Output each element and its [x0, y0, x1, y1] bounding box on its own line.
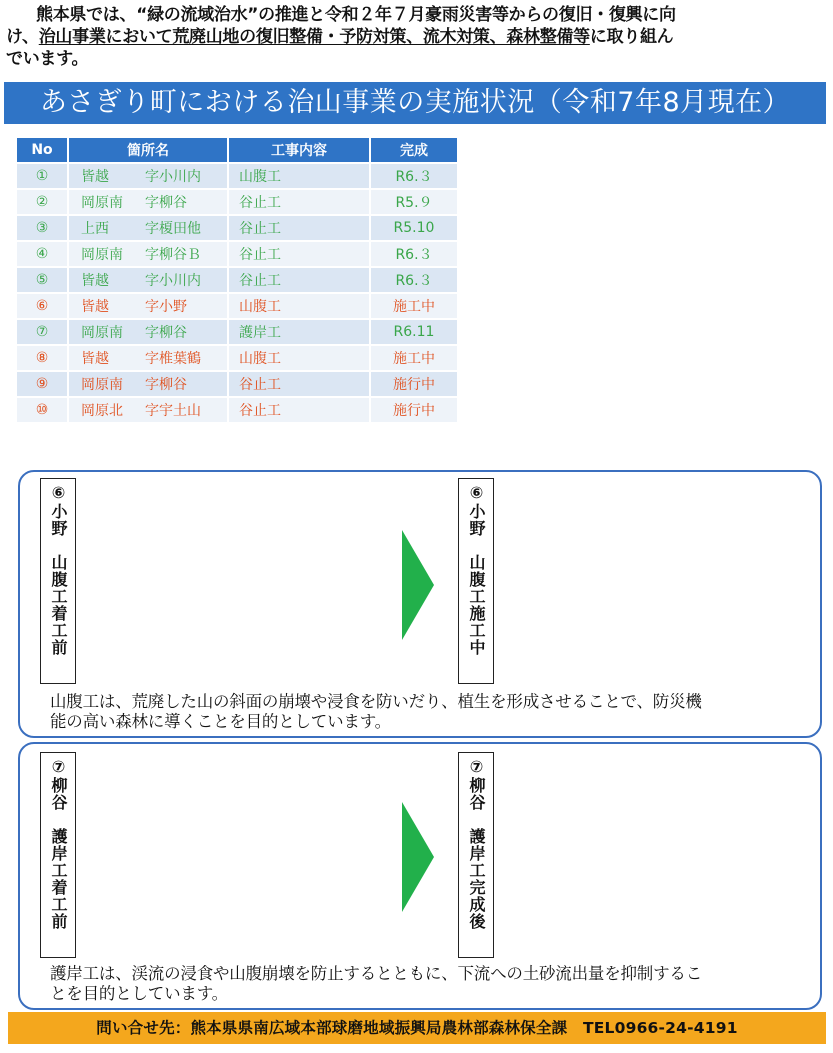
row-work-type: 谷止工 — [229, 242, 371, 266]
row-completion: R5.10 — [371, 216, 459, 240]
table-row — [17, 398, 459, 422]
intro-line-2 — [6, 26, 828, 48]
row-place — [69, 294, 229, 318]
row-no: ⑦ — [17, 320, 69, 344]
row-district: 岡原北 — [81, 403, 123, 419]
row-locality: 字柳谷 — [145, 195, 187, 211]
intro-line-3: でいます。 — [6, 49, 89, 69]
row-place — [69, 216, 229, 240]
row-district: 上西 — [81, 221, 109, 237]
contact-footer: 問い合せ先：熊本県県南広域本部球磨地域振興局農林部森林保全課 TEL0966-24-4191 — [8, 1012, 826, 1044]
row-work-type: 山腹工 — [229, 346, 371, 370]
before-photo-label: ⑦柳谷 護岸工着工前 — [40, 752, 76, 958]
after-photo-label: ⑦柳谷 護岸工完成後 — [458, 752, 494, 958]
before-photo-label: ⑥小野 山腹工着工前 — [40, 478, 76, 684]
row-work-type: 谷止工 — [229, 398, 371, 422]
row-no: ③ — [17, 216, 69, 240]
table-row — [17, 294, 459, 318]
row-place — [69, 320, 229, 344]
row-no: ⑧ — [17, 346, 69, 370]
row-place — [69, 398, 229, 422]
row-completion: R5.９ — [371, 190, 459, 214]
row-district: 岡原南 — [81, 325, 123, 341]
description-line-2: 能の高い森林に導くことを目的としています。 — [50, 712, 391, 731]
row-place — [69, 268, 229, 292]
intro-underlined-phrase: 治山事業において荒廃山地の復旧整備・予防対策、流木対策、森林整備等 — [38, 27, 590, 47]
row-work-type: 護岸工 — [229, 320, 371, 344]
row-district: 皆越 — [81, 351, 109, 367]
row-place — [69, 190, 229, 214]
row-completion: R6.３ — [371, 242, 459, 266]
row-locality: 字小野 — [145, 299, 187, 315]
row-completion: 施行中 — [371, 398, 459, 422]
comparison-panel-sanpuku — [18, 470, 822, 738]
arrow-right-icon — [402, 802, 434, 912]
row-locality: 字椎葉鶴 — [145, 351, 201, 367]
row-completion: 施工中 — [371, 346, 459, 370]
header-no: No — [17, 138, 69, 162]
row-no: ④ — [17, 242, 69, 266]
description-line-1: 護岸工は、渓流の浸食や山腹崩壊を防止するとともに、下流への土砂流出量を抑制するこ — [50, 964, 703, 983]
row-locality: 字榎田他 — [145, 221, 201, 237]
table-row — [17, 320, 459, 344]
row-district: 皆越 — [81, 299, 109, 315]
table-row — [17, 216, 459, 240]
row-district: 岡原南 — [81, 195, 123, 211]
row-no: ⑥ — [17, 294, 69, 318]
header-area: 箇所名 — [69, 138, 229, 162]
comparison-panel-gogan — [18, 742, 822, 1010]
table-row — [17, 346, 459, 370]
row-place — [69, 242, 229, 266]
row-completion: R6.３ — [371, 268, 459, 292]
row-no: ⑤ — [17, 268, 69, 292]
arrow-right-icon — [402, 530, 434, 640]
row-district: 岡原南 — [81, 377, 123, 393]
after-photo-label: ⑥小野 山腹工施工中 — [458, 478, 494, 684]
header-done: 完成 — [371, 138, 459, 162]
row-district: 皆越 — [81, 273, 109, 289]
row-completion: R6.３ — [371, 164, 459, 188]
row-work-type: 山腹工 — [229, 164, 371, 188]
row-completion: 施工中 — [371, 294, 459, 318]
row-locality: 字小川内 — [145, 273, 201, 289]
row-district: 皆越 — [81, 169, 109, 185]
table-row — [17, 190, 459, 214]
row-work-type: 山腹工 — [229, 294, 371, 318]
table-body — [17, 164, 459, 422]
row-place — [69, 372, 229, 396]
row-work-type: 谷止工 — [229, 372, 371, 396]
row-no: ⑩ — [17, 398, 69, 422]
row-locality: 字柳谷Ｂ — [145, 247, 201, 263]
row-locality: 字柳谷 — [145, 325, 187, 341]
works-table — [17, 136, 459, 424]
row-no: ② — [17, 190, 69, 214]
description-text — [50, 964, 702, 1004]
table-row — [17, 242, 459, 266]
row-place — [69, 346, 229, 370]
header-work: 工事内容 — [229, 138, 371, 162]
intro-line-2-suffix: に取り組ん — [589, 27, 674, 47]
row-work-type: 谷止工 — [229, 268, 371, 292]
table-row — [17, 372, 459, 396]
description-line-2: とを目的としています。 — [50, 984, 228, 1003]
row-locality: 字柳谷 — [145, 377, 187, 393]
intro-line-2-prefix: け、 — [6, 27, 39, 47]
row-locality: 字宇土山 — [145, 403, 201, 419]
row-completion: 施行中 — [371, 372, 459, 396]
row-work-type: 谷止工 — [229, 216, 371, 240]
row-completion: R6.11 — [371, 320, 459, 344]
table-row — [17, 164, 459, 188]
row-work-type: 谷止工 — [229, 190, 371, 214]
row-district: 岡原南 — [81, 247, 123, 263]
row-place — [69, 164, 229, 188]
intro-text — [6, 4, 828, 70]
description-line-1: 山腹工は、荒廃した山の斜面の崩壊や浸食を防いだり、植生を形成させることで、防災機 — [50, 692, 702, 711]
row-no: ① — [17, 164, 69, 188]
table-row — [17, 268, 459, 292]
row-no: ⑨ — [17, 372, 69, 396]
table-header-row — [17, 138, 459, 162]
row-locality: 字小川内 — [145, 169, 201, 185]
description-text — [50, 692, 702, 732]
intro-line-1: 熊本県では、“緑の流域治水”の推進と令和２年７月豪雨災害等からの復旧・復興に向 — [36, 5, 676, 25]
section-banner: あさぎり町における治山事業の実施状況（令和7年8月現在） — [4, 82, 826, 124]
